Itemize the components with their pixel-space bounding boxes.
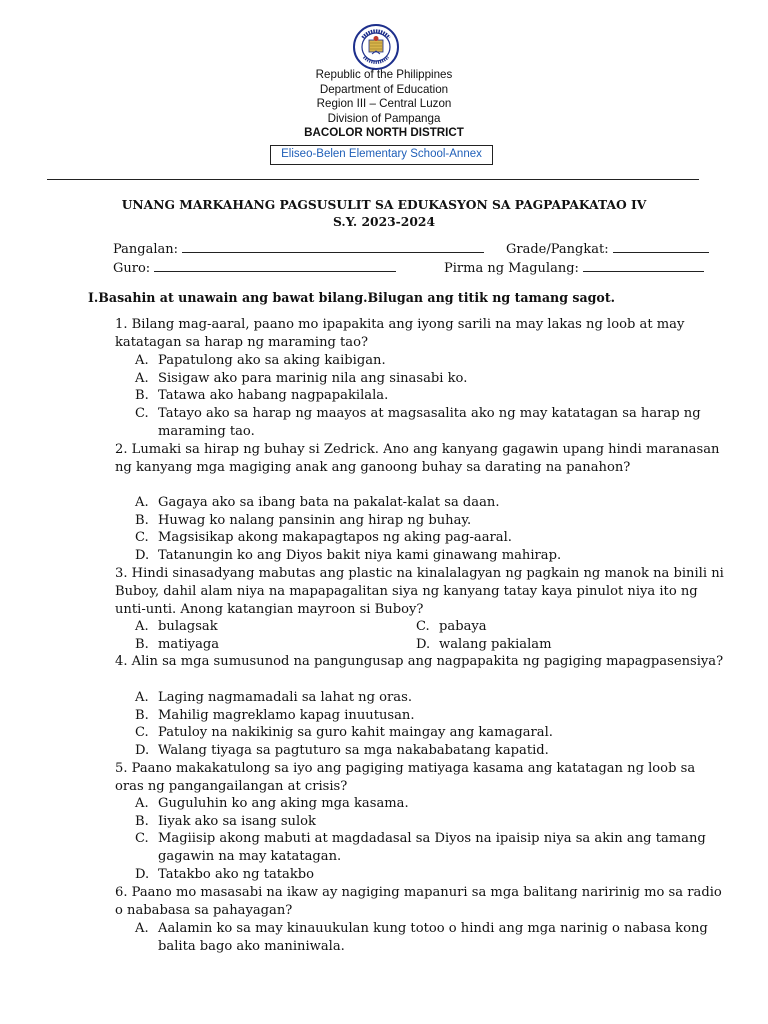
option-text: Laging nagmamadali sa lahat ng oras. [158, 690, 412, 705]
option-text: Huwag ko nalang pansinin ang hirap ng buhay. [158, 513, 472, 528]
instructions: I.Basahin at unawain ang bawat bilang.Bilugan ang titik ng tamang sagot. [88, 290, 616, 305]
option-text: Papatulong ako sa aking kaibigan. [158, 353, 386, 368]
question-4: 4. Alin sa mga sumusunod na pangungusap ang nagpapakita ng pagiging mapagpasensiya? [115, 654, 724, 669]
question-6: 6. Paano mo masasabi na ikaw ay nagiging mapanuri sa mga balitang naririnig mo sa radio o nababasa sa pahayagan? [115, 885, 722, 918]
name-label: Pangalan: [113, 242, 179, 257]
parent-signature-field[interactable] [444, 259, 704, 278]
grade-label: Grade/Pangkat: [506, 242, 609, 257]
option-letter: A. [135, 353, 149, 368]
option-text: Magiisip akong mabuti at magdadasal sa Diyos na ipaisip niya sa akin ang tamang gagawin na may katatagan. [158, 831, 706, 864]
grade-field[interactable] [506, 240, 709, 259]
header-district: BACOLOR NORTH DISTRICT [304, 126, 464, 140]
option-letter: C. [135, 831, 149, 846]
option-letter: D. [135, 743, 150, 758]
option-letter: B. [135, 637, 149, 652]
option-text: Guguluhin ko ang aking mga kasama. [158, 796, 409, 811]
option-text: Tatakbo ako ng tatakbo [158, 867, 315, 882]
option[interactable] [135, 387, 388, 405]
option-text: bulagsak [158, 619, 218, 634]
parent-signature-blank[interactable] [583, 259, 704, 272]
teacher-field[interactable] [113, 259, 396, 278]
option-text: matiyaga [158, 637, 220, 652]
option[interactable] [135, 370, 467, 388]
option-text: Iiyak ako sa isang sulok [158, 814, 316, 829]
option-letter: A. [135, 796, 149, 811]
header-line-republic: Republic of the Philippines [315, 68, 453, 81]
header-divider [47, 179, 699, 180]
option[interactable] [135, 795, 409, 813]
header-line-department: Department of Education [319, 82, 449, 96]
header-block [0, 68, 768, 141]
option[interactable] [135, 494, 500, 512]
option-text: Tatawa ako habang nagpapakilala. [158, 388, 389, 403]
option[interactable] [135, 830, 725, 866]
option-letter: D. [135, 867, 150, 882]
option[interactable] [135, 529, 512, 547]
option[interactable] [135, 813, 316, 831]
option-text: Sisigaw ako para marinig nila ang sinasabi ko. [158, 371, 468, 386]
option-letter: A. [135, 371, 149, 386]
option-letter: C. [135, 725, 149, 740]
option[interactable] [135, 707, 415, 725]
option-letter: B. [135, 513, 149, 528]
option-letter: B. [135, 708, 149, 723]
option[interactable] [135, 920, 725, 956]
option[interactable] [416, 636, 552, 654]
option[interactable] [135, 742, 549, 760]
option-letter: D. [416, 637, 431, 652]
question-3: 3. Hindi sinasadyang mabutas ang plastic na kinalalagyan ng pagkain ng manok na binili ni Buboy, dahil alam niya na mapapagalitan siya ng kanyang tatay kaya pinulot niya ito ng unti-unti. Anong katangian mayroon si Buboy? [115, 566, 724, 617]
option[interactable] [135, 352, 386, 370]
teacher-label: Guro: [113, 261, 151, 276]
question-2: 2. Lumaki sa hirap ng buhay si Zedrick. Ano ang kanyang gagawin upang hindi maranasan ng kanyang mga magiging anak ang ganoong buhay sa darating na panahon? [115, 442, 720, 475]
option-text: Tatayo ako sa harap ng maayos at magsasalita ako ng may katatagan sa harap ng maraming tao. [158, 406, 701, 439]
option-text: walang pakialam [439, 637, 552, 652]
header-line-division: Division of Pampanga [327, 111, 441, 125]
deped-seal-logo [337, 24, 415, 70]
name-blank[interactable] [182, 240, 484, 253]
option[interactable] [135, 689, 412, 707]
option[interactable] [135, 618, 218, 636]
option-letter: A. [135, 921, 149, 936]
option-text: Magsisikap akong makapagtapos ng aking pag-aaral. [158, 530, 512, 545]
option[interactable] [135, 405, 725, 441]
school-name-box: Eliseo-Belen Elementary School-Annex [270, 145, 493, 165]
grade-blank[interactable] [613, 240, 709, 253]
option-letter: C. [135, 406, 149, 421]
option[interactable] [135, 866, 314, 884]
question-5: 5. Paano makakatulong sa iyo ang pagiging matiyaga kasama ang katatagan ng loob sa oras ng pangangailangan at crisis? [115, 761, 696, 794]
exam-title [0, 196, 768, 230]
option-text: Walang tiyaga sa pagtuturo sa mga nakababatang kapatid. [158, 743, 549, 758]
school-year: S.Y. 2023-2024 [332, 214, 436, 229]
option[interactable] [135, 724, 553, 742]
option-letter: A. [135, 495, 149, 510]
option-letter: C. [416, 619, 430, 634]
exam-title-line: UNANG MARKAHANG PAGSUSULIT SA EDUKASYON SA PAGPAPAKATAO IV [121, 197, 647, 212]
question-1: 1. Bilang mag-aaral, paano mo ipapakita ang iyong sarili na may lakas ng loob at may katatagan sa harap ng maraming tao? [115, 317, 685, 350]
option-text: pabaya [439, 619, 487, 634]
option-text: Tatanungin ko ang Diyos bakit niya kami ginawang mahirap. [158, 548, 562, 563]
header-line-region: Region III – Central Luzon [316, 97, 452, 111]
option[interactable] [135, 512, 471, 530]
option[interactable] [416, 618, 487, 636]
option-text: Patuloy na nakikinig sa guro kahit maingay ang kamagaral. [158, 725, 553, 740]
parent-signature-label: Pirma ng Magulang: [444, 261, 579, 276]
option-letter: A. [135, 619, 149, 634]
option[interactable] [135, 636, 219, 654]
option-letter: A. [135, 690, 149, 705]
option-text: Mahilig magreklamo kapag inuutusan. [158, 708, 415, 723]
option-text: Gagaya ako sa ibang bata na pakalat-kalat sa daan. [158, 495, 500, 510]
option[interactable] [135, 547, 561, 565]
name-field[interactable] [113, 240, 484, 259]
option-text: Aalamin ko sa may kinauukulan kung totoo o hindi ang mga narinig o nabasa kong balita bago ako maniniwala. [158, 921, 708, 954]
option-letter: B. [135, 814, 149, 829]
option-letter: B. [135, 388, 149, 403]
option-letter: D. [135, 548, 150, 563]
teacher-blank[interactable] [154, 259, 396, 272]
option-letter: C. [135, 530, 149, 545]
